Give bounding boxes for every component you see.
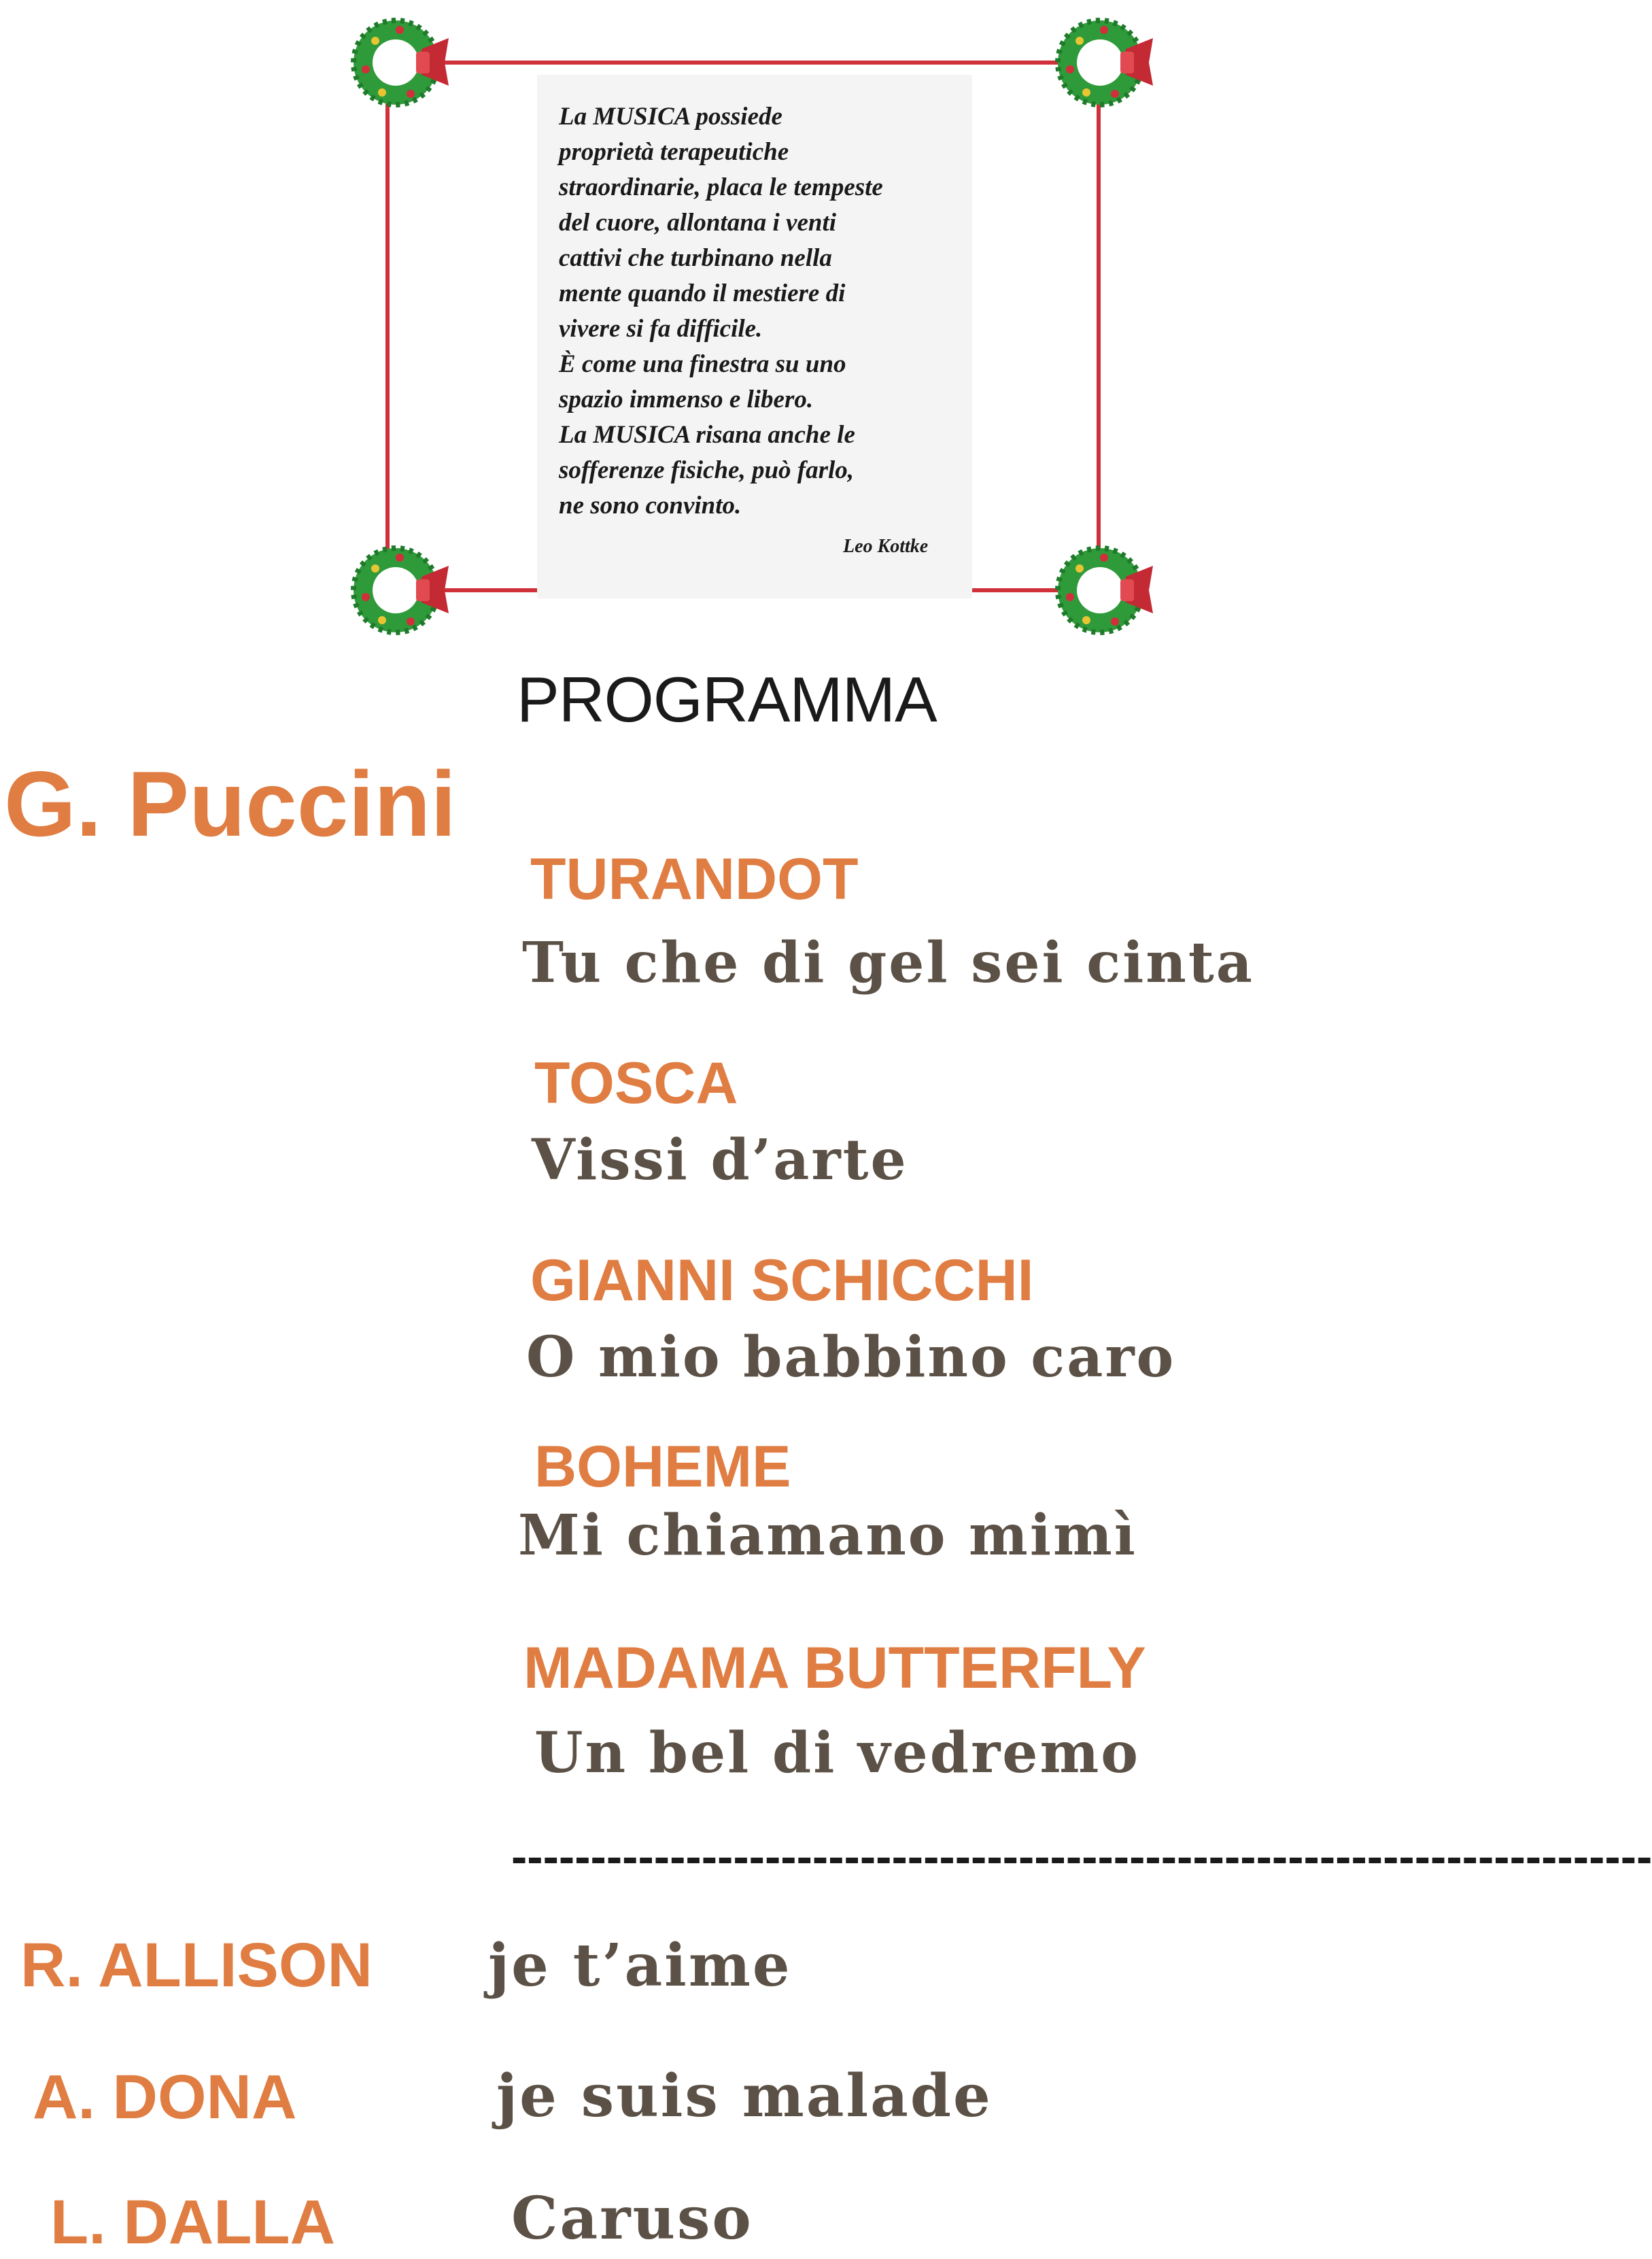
- wreath-icon: [1058, 20, 1153, 105]
- quote-line: del cuore, allontana i venti: [559, 209, 837, 237]
- opera-title: TURANDOT: [530, 847, 859, 912]
- quote-author: Leo Kottke: [843, 536, 929, 557]
- aria-title: O mio babbino caro: [526, 1325, 1176, 1390]
- artist-name: A. DONA: [33, 2062, 297, 2132]
- quote-text: [559, 99, 967, 524]
- quote-line: spazio immenso e libero.: [559, 386, 814, 413]
- quote-line: ne sono convinto.: [559, 492, 742, 520]
- song-title: je suis malade: [496, 2062, 993, 2130]
- quote-line: proprietà terapeutiche: [559, 138, 789, 166]
- program-title: PROGRAMMA: [517, 664, 937, 735]
- quote-line: sofferenze fisiche, può farlo,: [559, 456, 855, 484]
- song-title: Caruso: [511, 2184, 753, 2253]
- song-title: je t’aime: [488, 1931, 792, 2000]
- opera-title: GIANNI SCHICCHI: [530, 1248, 1034, 1313]
- wreath-icon: [1058, 548, 1153, 632]
- opera-title: MADAMA BUTTERFLY: [523, 1635, 1146, 1701]
- quote-line: mente quando il mestiere di: [559, 279, 846, 307]
- wreath-icon: [354, 548, 449, 632]
- artist-name: L. DALLA: [50, 2188, 336, 2257]
- quote-line: È come una finestra su uno: [559, 350, 846, 378]
- aria-title: Un bel di vedremo: [534, 1720, 1140, 1786]
- quote-line: vivere si fa difficile.: [559, 315, 763, 343]
- aria-title: Tu che di gel sei cinta: [522, 930, 1254, 996]
- composer-name: G. Puccini: [4, 752, 457, 855]
- quote-line: straordinarie, placa le tempeste: [559, 173, 883, 201]
- aria-title: Vissi d’arte: [532, 1127, 908, 1193]
- section-divider: ------------------------------------------------------------------------: [511, 1830, 1652, 1883]
- wreath-icon: [354, 20, 449, 105]
- opera-title: TOSCA: [534, 1051, 738, 1116]
- aria-title: Mi chiamano mimì: [518, 1503, 1137, 1568]
- artist-name: R. ALLISON: [20, 1931, 373, 2000]
- opera-title: BOHEME: [534, 1434, 791, 1499]
- quote-line: La MUSICA possiede: [559, 103, 782, 131]
- quote-line: cattivi che turbinano nella: [559, 244, 832, 272]
- quote-line: La MUSICA risana anche le: [559, 421, 855, 449]
